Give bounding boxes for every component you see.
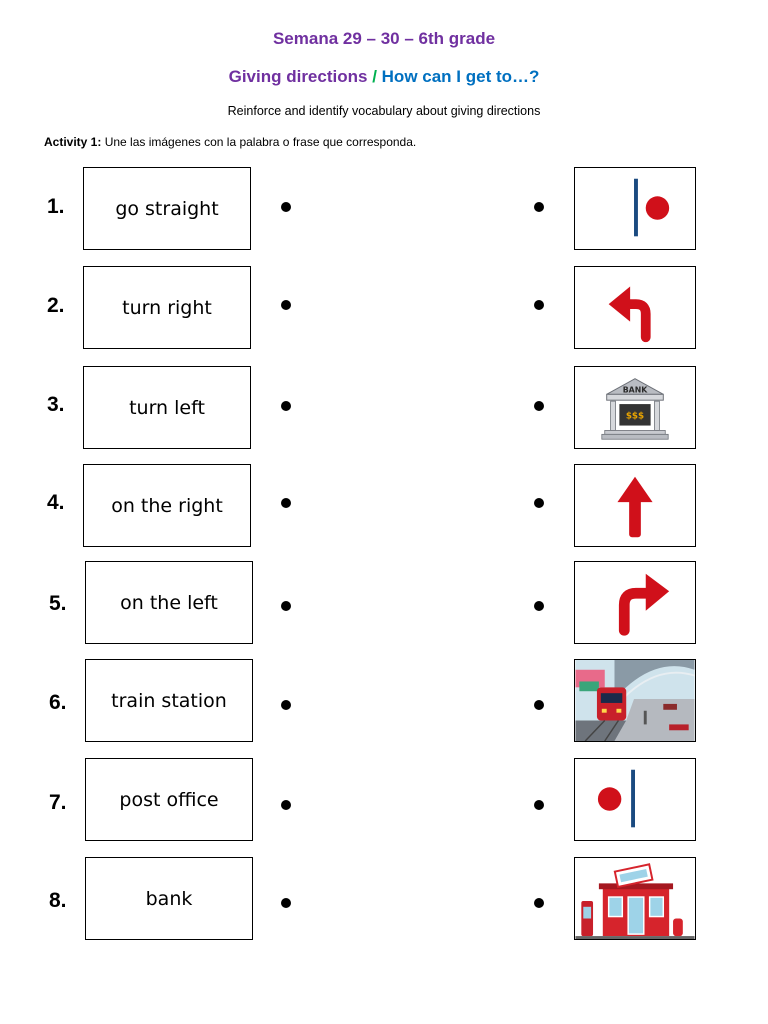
left-match-dot-4[interactable] [281,498,291,508]
image-box-post-office [574,857,696,940]
page-description: Reinforce and identify vocabulary about giving directions [227,104,541,118]
right-match-dot-1[interactable] [534,202,544,212]
word-box-train-station: train station [85,659,253,742]
left-match-dot-5[interactable] [281,601,291,611]
image-box-turn-left-arrow [574,266,696,349]
bank-sign-text: BANK [622,385,648,395]
subtitle-giving-directions: Giving directions [228,67,368,86]
word-box-turn-left: turn left [83,366,251,449]
right-match-dot-4[interactable] [534,498,544,508]
item-number-3: 3. [47,393,65,416]
train-station-icon [575,660,695,741]
right-match-dot-6[interactable] [534,700,544,710]
word-box-bank: bank [85,857,253,940]
page-title: Semana 29 – 30 – 6th grade [272,29,496,48]
left-match-dot-3[interactable] [281,401,291,411]
dot-right-of-line-icon [575,168,695,249]
subtitle-slash: / [372,67,377,86]
activity-instruction [44,135,416,149]
right-match-dot-5[interactable] [534,601,544,611]
image-box-straight-arrow [574,464,696,547]
image-box-dot-right-of-line [574,167,696,250]
bank-money-text: $$$ [625,411,645,422]
turn-right-arrow-icon [575,562,695,643]
subtitle-how-can-i-get-to: How can I get to…? [381,67,540,86]
post-office-icon [575,858,695,939]
left-match-dot-8[interactable] [281,898,291,908]
item-number-8: 8. [49,889,67,912]
image-box-train-station [574,659,696,742]
image-box-dot-left-of-line [574,758,696,841]
word-box-on-the-right: on the right [83,464,251,547]
word-box-go-straight: go straight [83,167,251,250]
item-number-4: 4. [47,491,65,514]
item-number-5: 5. [49,592,67,615]
activity-label: Activity 1: [44,135,102,149]
straight-arrow-icon [575,465,695,546]
turn-left-arrow-icon [575,267,695,348]
image-box-turn-right-arrow [574,561,696,644]
right-match-dot-3[interactable] [534,401,544,411]
right-match-dot-7[interactable] [534,800,544,810]
item-number-6: 6. [49,691,67,714]
item-number-7: 7. [49,791,67,814]
activity-text: Une las imágenes con la palabra o frase que corresponda. [104,135,417,149]
left-match-dot-6[interactable] [281,700,291,710]
item-number-1: 1. [47,195,65,218]
left-match-dot-2[interactable] [281,300,291,310]
bank-building-icon [575,367,695,448]
dot-left-of-line-icon [575,759,695,840]
left-match-dot-7[interactable] [281,800,291,810]
item-number-2: 2. [47,294,65,317]
right-match-dot-2[interactable] [534,300,544,310]
left-match-dot-1[interactable] [281,202,291,212]
page-subtitle [0,67,768,87]
image-box-bank-building [574,366,696,449]
right-match-dot-8[interactable] [534,898,544,908]
word-box-post-office: post office [85,758,253,841]
word-box-turn-right: turn right [83,266,251,349]
word-box-on-the-left: on the left [85,561,253,644]
